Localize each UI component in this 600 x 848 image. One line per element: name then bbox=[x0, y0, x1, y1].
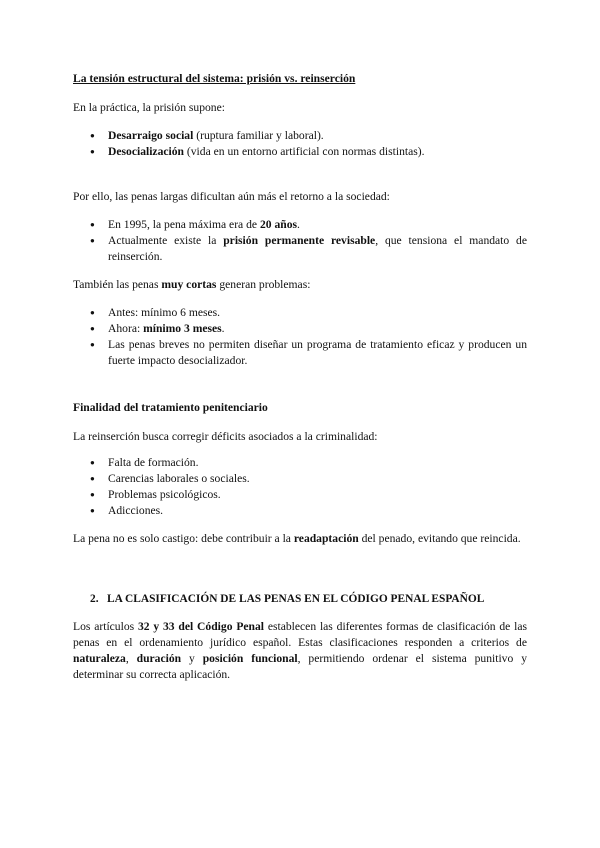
list-prision-effects bbox=[73, 128, 527, 160]
section-heading-clasificacion: 2. LA CLASIFICACIÓN DE LAS PENAS EN EL CÓDIGO PENAL ESPAÑOL bbox=[90, 593, 485, 605]
list-penas-cortas bbox=[73, 305, 527, 369]
heading-tension: La tensión estructural del sistema: prisión vs. reinserción bbox=[73, 72, 356, 85]
intro-reinsercion: La reinserción busca corregir déficits asociados a la criminalidad: bbox=[73, 430, 378, 443]
heading-finalidad: Finalidad del tratamiento penitenciario bbox=[73, 401, 268, 414]
intro-penas-cortas: También las penas muy cortas generan problemas: bbox=[73, 278, 311, 291]
list-item: ● Actualmente existe la prisión permanente revisable, que tensiona el mandato de reinserción. bbox=[73, 233, 527, 265]
paragraph-readaptacion: La pena no es solo castigo: debe contribuir a la readaptación del penado, evitando que reincida. bbox=[73, 532, 521, 545]
list-item: ● Problemas psicológicos. bbox=[73, 487, 527, 503]
list-item: ● Antes: mínimo 6 meses. bbox=[73, 305, 527, 321]
intro-prision: En la práctica, la prisión supone: bbox=[73, 101, 225, 114]
list-penas-largas bbox=[73, 217, 527, 265]
list-item: ● Ahora: mínimo 3 meses. bbox=[73, 321, 527, 337]
list-item: ● Falta de formación. bbox=[73, 455, 527, 471]
list-deficits bbox=[73, 455, 527, 519]
list-item: ● Carencias laborales o sociales. bbox=[73, 471, 527, 487]
list-item: ● Adicciones. bbox=[73, 503, 527, 519]
intro-penas-largas: Por ello, las penas largas dificultan aún más el retorno a la sociedad: bbox=[73, 190, 390, 203]
list-item: ● Desocialización (vida en un entorno artificial con normas distintas). bbox=[73, 144, 527, 160]
list-item: ● Las penas breves no permiten diseñar un programa de tratamiento eficaz y producen un fuerte impacto desocializador. bbox=[73, 337, 527, 369]
list-item: ● Desarraigo social (ruptura familiar y laboral). bbox=[73, 128, 527, 144]
list-item: ● En 1995, la pena máxima era de 20 años. bbox=[73, 217, 527, 233]
paragraph-articulos: Los artículos 32 y 33 del Código Penal establecen las diferentes formas de clasificación de las penas en el ordenamiento jurídico español. Estas clasificaciones responden a criterios de naturaleza, duración y posición funcional, permitiendo ordenar el sistema punitivo y determinar su correcta aplicación. bbox=[73, 620, 528, 681]
